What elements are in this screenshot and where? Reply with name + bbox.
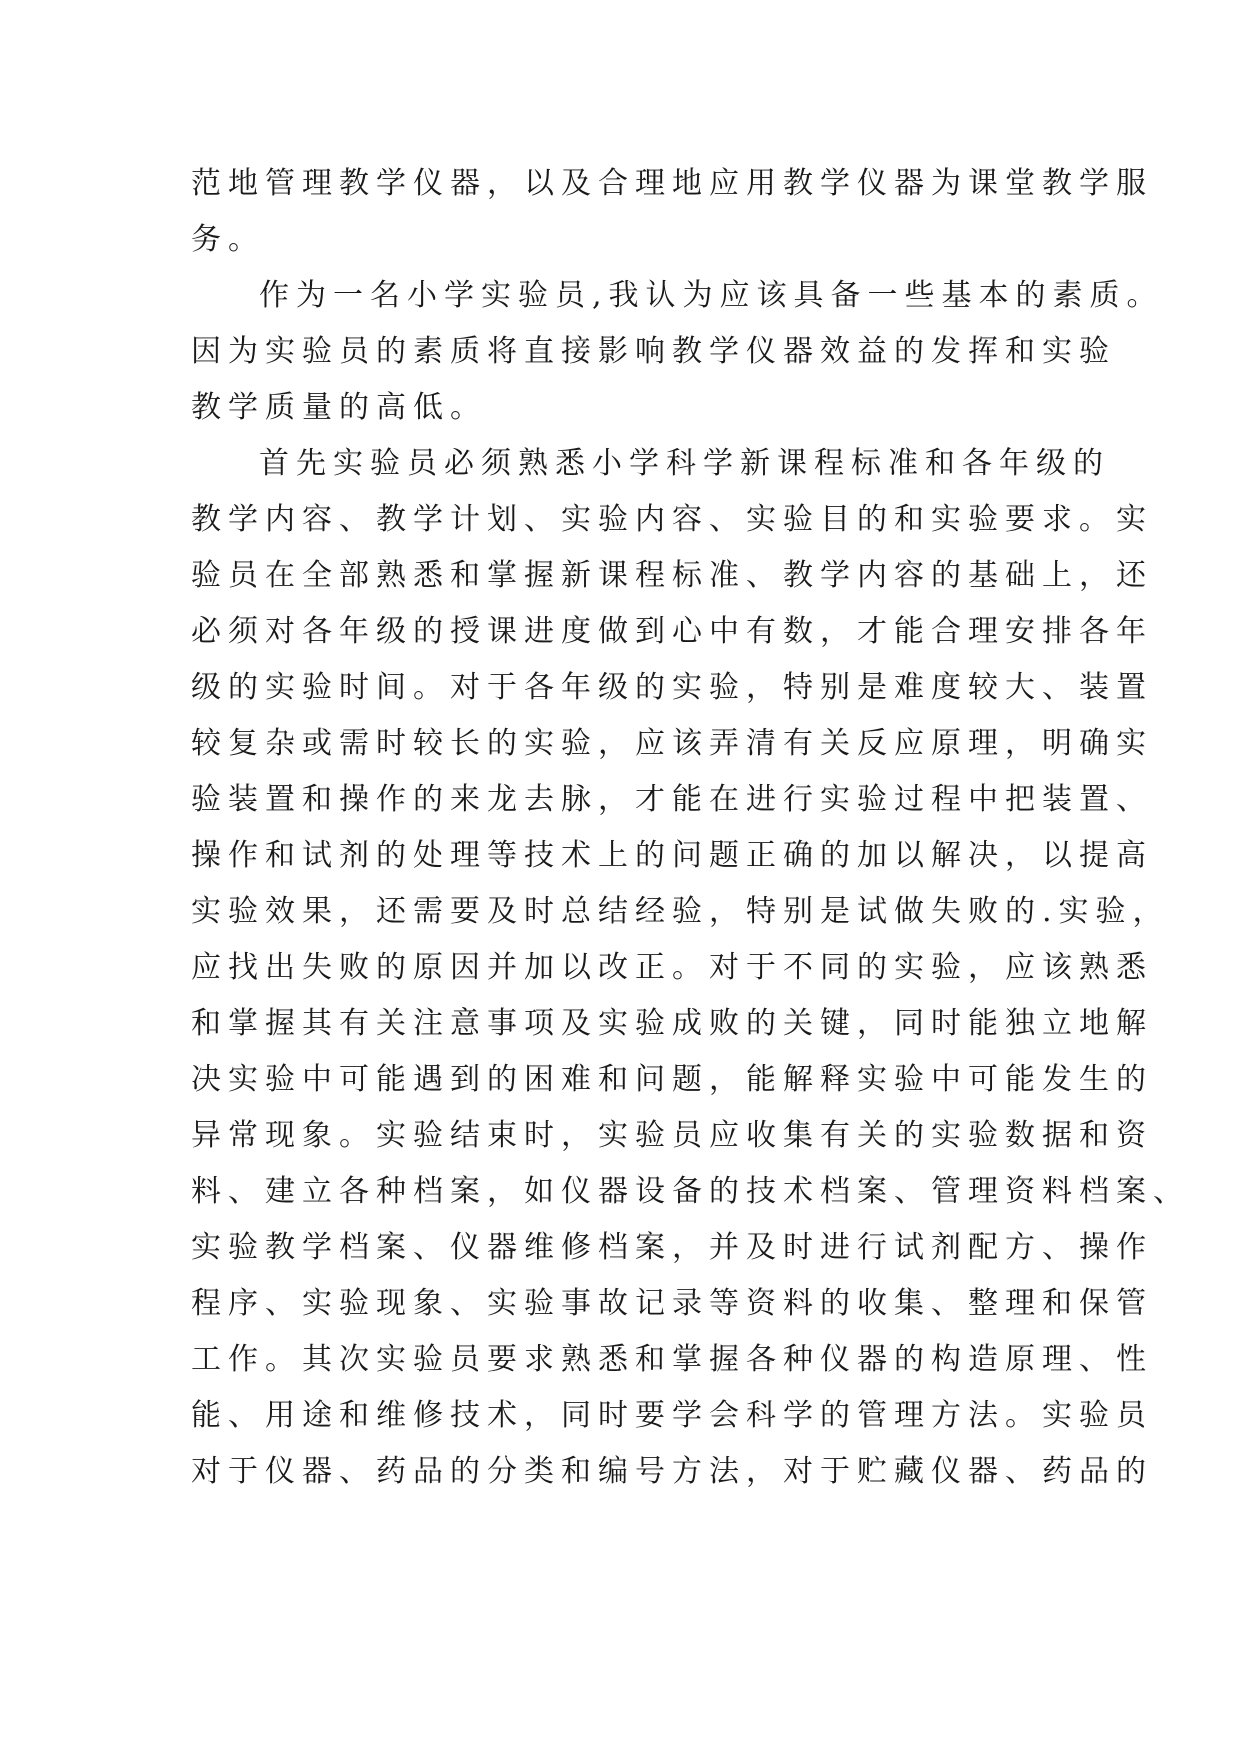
- text-line: 因为实验员的素质将直接影响教学仪器效益的发挥和实验: [191, 334, 1116, 369]
- text-line: 程序、实验现象、实验事故记录等资料的收集、整理和保管: [191, 1286, 1153, 1321]
- text-line: 应找出失败的原因并加以改正。对于不同的实验，应该熟悉: [191, 950, 1153, 985]
- text-line: 务。: [191, 222, 265, 257]
- text-line: 和掌握其有关注意事项及实验成败的关键，同时能独立地解: [191, 1006, 1153, 1041]
- text-line: 较复杂或需时较长的实验，应该弄清有关反应原理，明确实: [191, 726, 1153, 761]
- text-line: 操作和试剂的处理等技术上的问题正确的加以解决，以提高: [191, 838, 1153, 873]
- text-line: 教学内容、教学计划、实验内容、实验目的和实验要求。实: [191, 502, 1153, 537]
- body-text: [191, 156, 1190, 1500]
- text-line: 料、建立各种档案，如仪器设备的技术档案、管理资料档案、: [191, 1174, 1190, 1209]
- text-line: 教学质量的高低。: [191, 390, 487, 425]
- text-line: 范地管理教学仪器，以及合理地应用教学仪器为课堂教学服: [191, 166, 1153, 201]
- text-line: 首先实验员必须熟悉小学科学新课程标准和各年级的: [259, 446, 1110, 481]
- text-line: 异常现象。实验结束时，实验员应收集有关的实验数据和资: [191, 1118, 1153, 1153]
- text-line: 验装置和操作的来龙去脉，才能在进行实验过程中把装置、: [191, 782, 1153, 817]
- text-line: 作为一名小学实验员,我认为应该具备一些基本的素质。: [259, 278, 1164, 313]
- text-line: 对于仪器、药品的分类和编号方法，对于贮藏仪器、药品的: [191, 1454, 1153, 1489]
- text-line: 能、用途和维修技术，同时要学会科学的管理方法。实验员: [191, 1398, 1153, 1433]
- text-line: 实验教学档案、仪器维修档案，并及时进行试剂配方、操作: [191, 1230, 1153, 1265]
- text-line: 必须对各年级的授课进度做到心中有数，才能合理安排各年: [191, 614, 1153, 649]
- text-line: 工作。其次实验员要求熟悉和掌握各种仪器的构造原理、性: [191, 1342, 1153, 1377]
- text-line: 实验效果，还需要及时总结经验，特别是试做失败的.实验，: [191, 894, 1170, 929]
- text-line: 决实验中可能遇到的困难和问题，能解释实验中可能发生的: [191, 1062, 1153, 1097]
- text-line: 验员在全部熟悉和掌握新课程标准、教学内容的基础上，还: [191, 558, 1153, 593]
- text-line: 级的实验时间。对于各年级的实验，特别是难度较大、装置: [191, 670, 1153, 705]
